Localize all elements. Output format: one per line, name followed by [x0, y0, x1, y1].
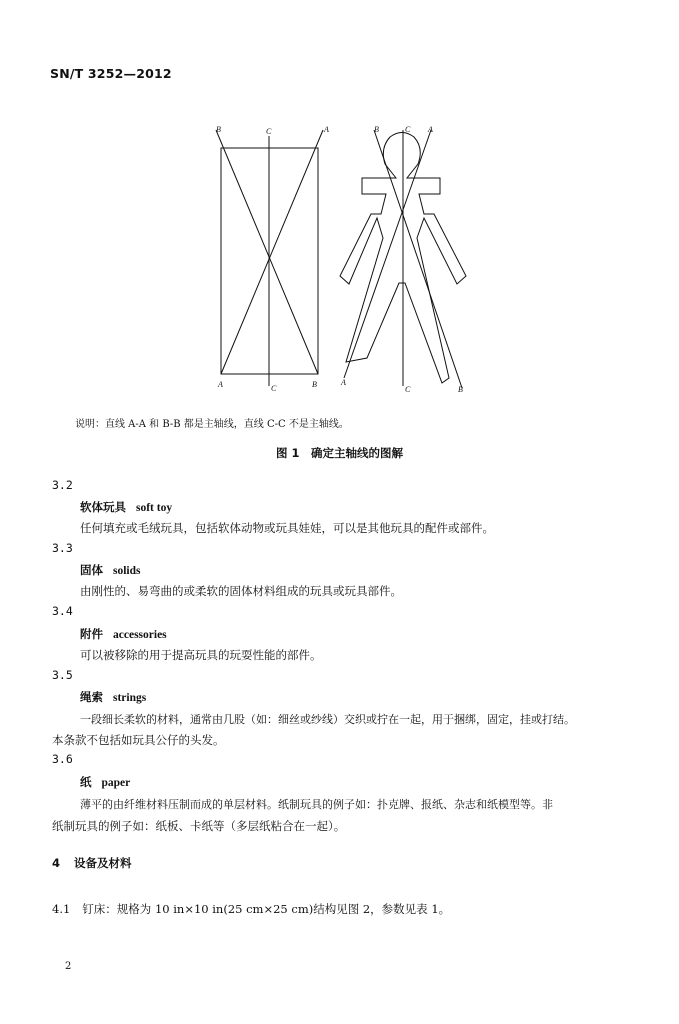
- axis-line-B-B-rect: [216, 130, 318, 374]
- label-doll-bottom-C: C: [405, 385, 411, 394]
- term-en: accessories: [113, 629, 167, 641]
- figure-1-illustration: [200, 118, 500, 400]
- term-heading: [80, 626, 167, 642]
- clause-number: 3.3: [52, 541, 73, 555]
- axis-line-B-B-doll: [374, 130, 462, 388]
- term-zh: 纸: [80, 775, 92, 789]
- label-doll-bottom-B: B: [458, 385, 463, 394]
- label-rect-top-B: B: [216, 125, 221, 134]
- clause-number: 4.1: [52, 902, 71, 916]
- term-zh: 软体玩具: [80, 500, 126, 514]
- term-heading: [80, 499, 172, 515]
- term-zh: 固体: [80, 563, 103, 577]
- term-en: paper: [101, 777, 131, 789]
- term-en: solids: [113, 565, 141, 577]
- label-rect-bottom-A: A: [218, 380, 223, 389]
- label-doll-top-C: C: [405, 125, 411, 134]
- definition-line: 纸制玩具的例子如：纸板、卡纸等（多层纸粘合在一起）。: [52, 819, 346, 833]
- label-rect-bottom-C: C: [271, 384, 277, 393]
- label-doll-top-A: A: [428, 125, 433, 134]
- term-zh: 绳索: [80, 690, 103, 704]
- section-number: 4: [52, 856, 61, 870]
- definition-line: 由刚性的、易弯曲的或柔软的固体材料组成的玩具或玩具部件。: [80, 584, 402, 598]
- section-4-heading: [52, 855, 132, 871]
- label-doll-bottom-A: A: [341, 378, 346, 387]
- axis-line-A-A-rect: [221, 130, 323, 374]
- clause-number: 3.4: [52, 604, 73, 618]
- definition-line: 任何填充或毛绒玩具，包括软体动物或玩具娃娃，可以是其他玩具的配件或部件。: [80, 521, 494, 535]
- term-en: strings: [113, 692, 147, 704]
- page-number: 2: [65, 961, 72, 972]
- definition-line: 一段细长柔软的材料，通常由几股（如：细丝或纱线）交织或拧在一起，用于捆绑，固定，挂或打结。: [80, 713, 575, 726]
- term-en: soft toy: [136, 502, 173, 514]
- term-heading: [80, 774, 130, 790]
- definition-line: 本条款不包括如玩具公仔的头发。: [52, 733, 225, 747]
- clause-number: 3.5: [52, 668, 73, 682]
- definition-line: 薄平的由纤维材料压制而成的单层材料。纸制玩具的例子如：扑克牌、报纸、杂志和纸模型等。非: [80, 798, 553, 811]
- clause-number: 3.2: [52, 478, 73, 492]
- figure-caption: 说明：直线 A-A 和 B-B 都是主轴线，直线 C-C 不是主轴线。: [75, 419, 349, 430]
- figure-title: 图 1 确定主轴线的图解: [275, 446, 403, 460]
- axis-diagram-svg: [200, 118, 500, 400]
- clause-4-1: [52, 901, 450, 917]
- label-doll-top-B: B: [374, 125, 379, 134]
- label-rect-top-A: A: [324, 125, 329, 134]
- term-zh: 附件: [80, 627, 103, 641]
- clause-text: 钉床：规格为 10 in×10 in(25 cm×25 cm)结构见图 2，参数见表 1。: [82, 902, 451, 916]
- term-heading: [80, 689, 146, 705]
- clause-number: 3.6: [52, 752, 73, 766]
- term-heading: [80, 562, 141, 578]
- standard-code-header: SN/T 3252—2012: [50, 66, 172, 81]
- label-rect-top-C: C: [266, 127, 272, 136]
- section-title: 设备及材料: [74, 856, 132, 870]
- definition-line: 可以被移除的用于提高玩具的玩耍性能的部件。: [80, 648, 322, 662]
- label-rect-bottom-B: B: [312, 380, 317, 389]
